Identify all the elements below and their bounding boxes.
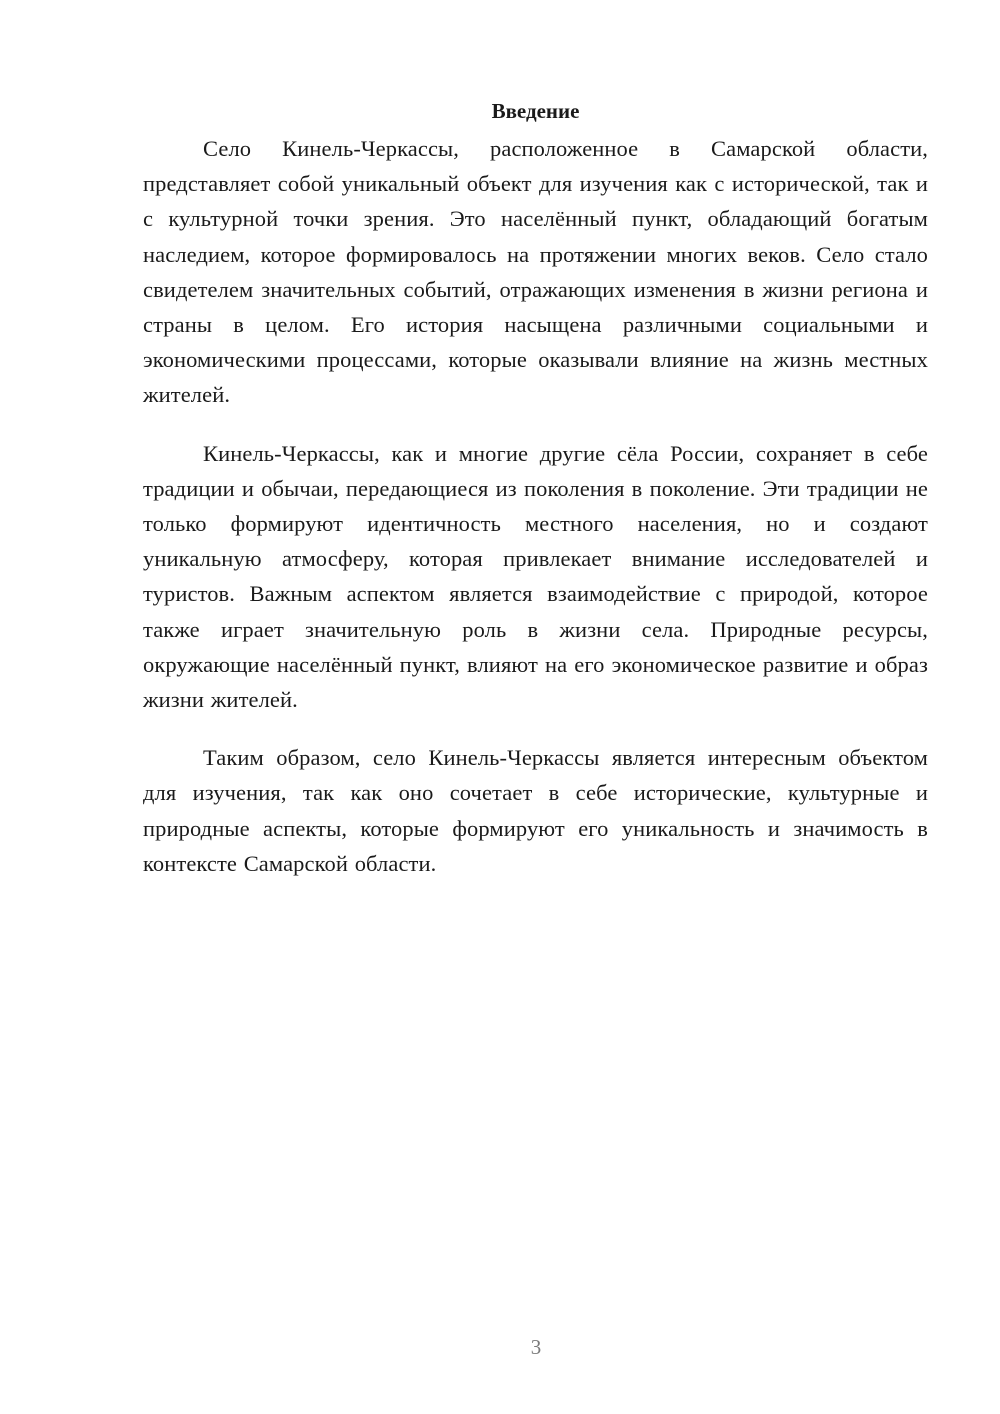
page-content	[143, 96, 928, 904]
page-number: 3	[530, 1335, 542, 1359]
paragraph-1: Село Кинель-Черкассы, расположенное в Самарской области, представляет собой уникальный объект для изучения как с исторической, так и с культурной точки зрения. Это населённый пункт, обладающий богатым наследием, которое формировалось на протяжении многих веков. Село стало свидетелем значительных событий, отражающих изменения в жизни региона и страны в целом. Его история насыщена различными социальными и экономическими процессами, которые оказывали влияние на жизнь местных жителей.	[143, 136, 928, 408]
section-title: Введение	[491, 99, 580, 123]
paragraph-3: Таким образом, село Кинель-Черкассы является интересным объектом для изучения, так как оно сочетает в себе исторические, культурные и природные аспекты, которые формируют его уникальность и значимость в контексте Самарской области.	[143, 745, 928, 876]
paragraph-2: Кинель-Черкассы, как и многие другие сёла России, сохраняет в себе традиции и обычаи, передающиеся из поколения в поколение. Эти традиции не только формируют идентичность местного населения, но и создают уникальную атмосферу, которая привлекает внимание исследователей и туристов. Важным аспектом является взаимодействие с природой, которое также играет значительную роль в жизни села. Природные ресурсы, окружающие населённый пункт, влияют на его экономическое развитие и образ жизни жителей.	[143, 440, 928, 713]
